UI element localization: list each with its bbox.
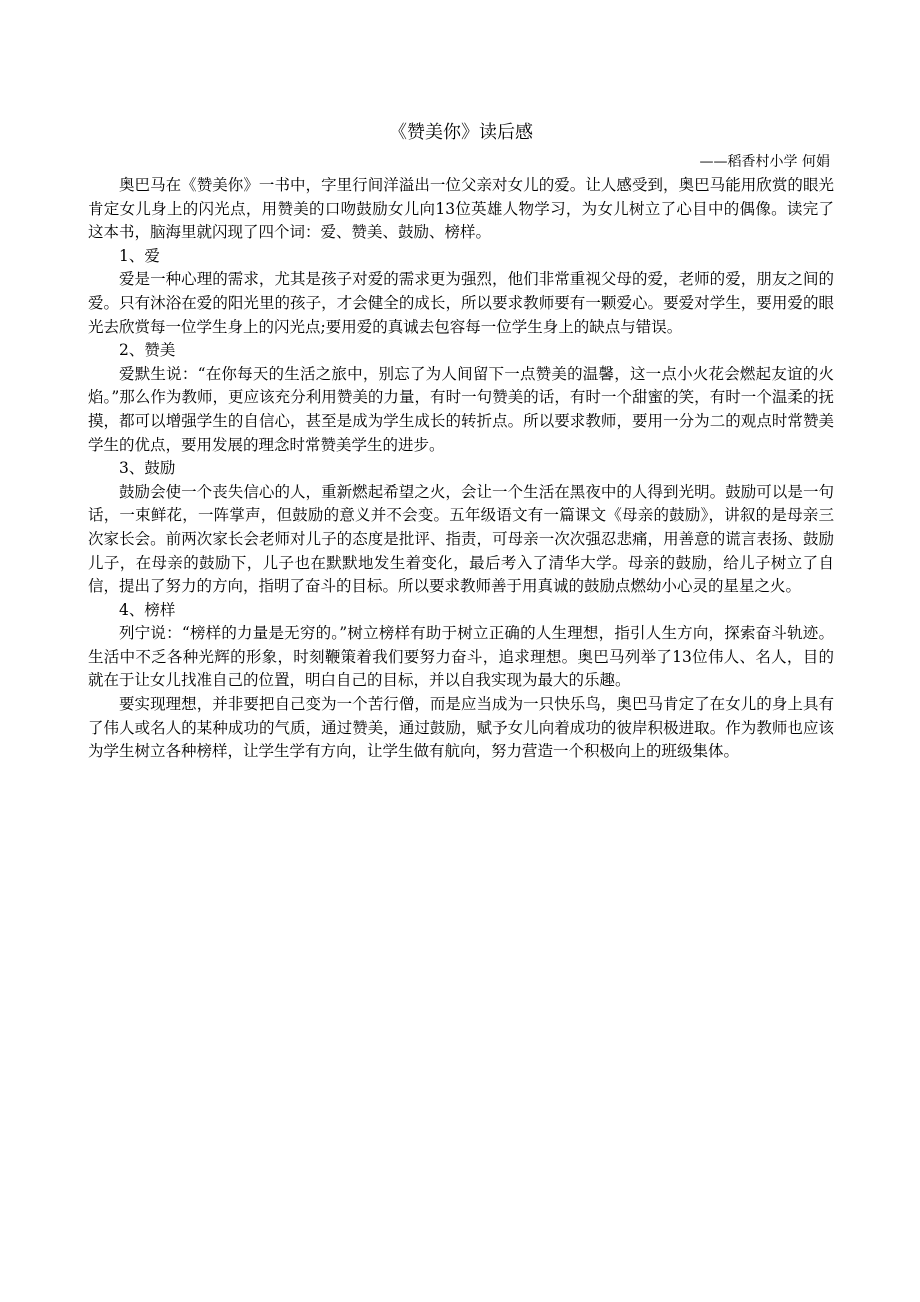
section-role-model-paragraph-2: 要实现理想，并非要把自己变为一个苦行僧，而是应当成为一只快乐鸟，奥巴马肯定了在女儿的身上具有了伟人或名人的某种成功的气质，通过赞美，通过鼓励，赋予女儿向着成功的彼岸积极进取。作为教师也应该为学生树立各种榜样，让学生学有方向，让学生做有航向，努力营造一个积极向上的班级集体。	[88, 695, 834, 761]
author-byline: ——稻香村小学 何娟	[699, 154, 830, 170]
section-praise-paragraph: 爱默生说：“在你每天的生活之旅中，别忘了为人间留下一点赞美的温馨，这一点小火花会燃起友谊的火焰。”那么作为教师，更应该充分利用赞美的力量，有时一句赞美的话，有时一个甜蜜的笑，有时一个温柔的抚摸，都可以增强学生的自信心，甚至是成为学生成长的转折点。所以要求教师，要用一分为二的观点时常赞美学生的优点，要用发展的理念时常赞美学生的进步。	[88, 364, 834, 454]
section-heading-praise: 2、赞美	[119, 341, 176, 360]
section-role-model-paragraph-1: 列宁说：“榜样的力量是无穷的。”树立榜样有助于树立正确的人生理想，指引人生方向，探索奋斗轨迹。生活中不乏各种光辉的形象，时刻鞭策着我们要努力奋斗，追求理想。奥巴马列举了13位伟人、名人，目的就在于让女儿找准自己的位置，明白自己的目标，并以自我实现为最大的乐趣。	[88, 624, 834, 690]
document-title: 《赞美你》读后感	[389, 122, 533, 143]
section-heading-love: 1、爱	[119, 246, 160, 265]
section-heading-encouragement: 3、鼓励	[119, 459, 176, 478]
intro-paragraph: 奥巴马在《赞美你》一书中，字里行间洋溢出一位父亲对女儿的爱。让人感受到，奥巴马能用欣赏的眼光肯定女儿身上的闪光点，用赞美的口吻鼓励女儿向13位英雄人物学习，为女儿树立了心目中的偶像。读完了这本书，脑海里就闪现了四个词：爱、赞美、鼓励、榜样。	[88, 176, 834, 242]
section-heading-role-model: 4、榜样	[119, 600, 176, 619]
section-love-paragraph: 爱是一种心理的需求，尤其是孩子对爱的需求更为强烈，他们非常重视父母的爱，老师的爱，朋友之间的爱。只有沐浴在爱的阳光里的孩子，才会健全的成长，所以要求教师要有一颗爱心。要爱对学生，要用爱的眼光去欣赏每一位学生身上的闪光点;要用爱的真诚去包容每一位学生身上的缺点与错误。	[88, 270, 834, 336]
document-body	[88, 116, 834, 764]
section-encouragement-paragraph: 鼓励会使一个丧失信心的人，重新燃起希望之火，会让一个生活在黑夜中的人得到光明。鼓励可以是一句话，一束鲜花，一阵掌声，但鼓励的意义并不会变。五年级语文有一篇课文《母亲的鼓励》，讲叙的是母亲三次家长会。前两次家长会老师对儿子的态度是批评、指责，可母亲一次次强忍悲痛，用善意的谎言表扬、鼓励儿子，在母亲的鼓励下，儿子也在默默地发生着变化，最后考入了清华大学。母亲的鼓励，给儿子树立了自信，提出了努力的方向，指明了奋斗的目标。所以要求教师善于用真诚的鼓励点燃幼小心灵的星星之火。	[88, 482, 834, 596]
